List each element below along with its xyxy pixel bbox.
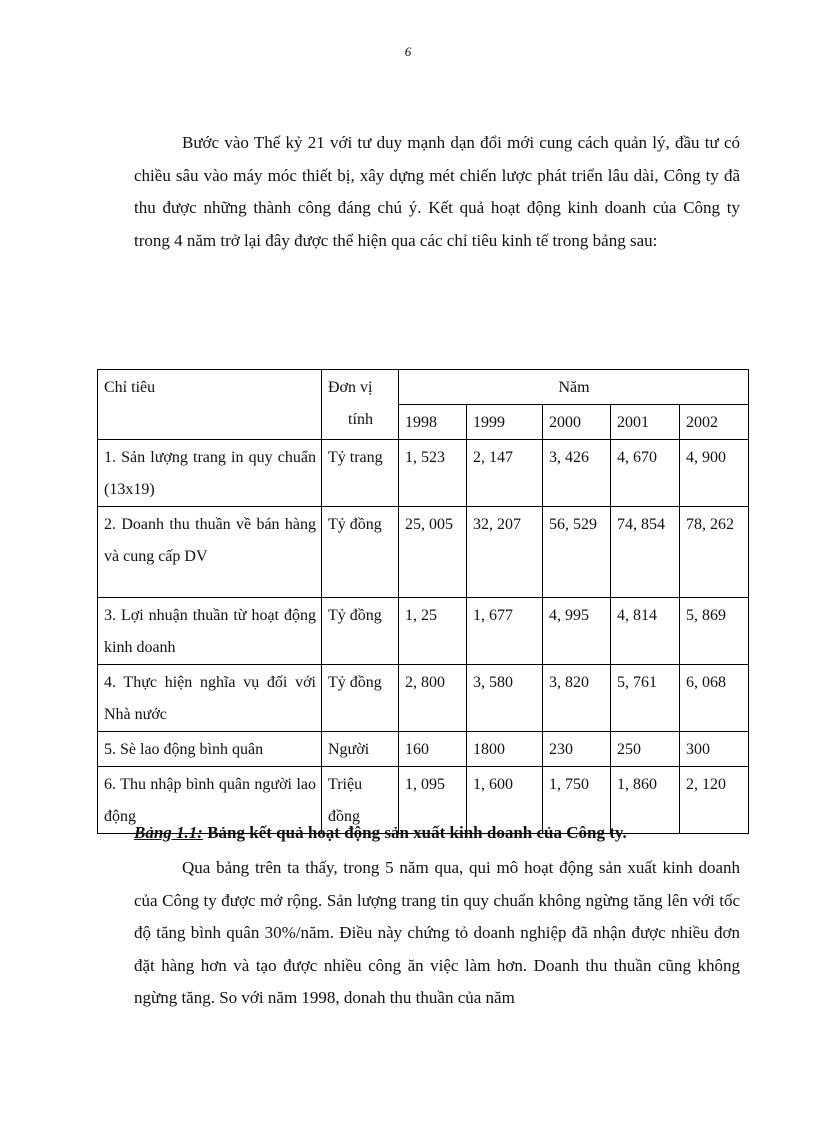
caption-text: Bảng kết quả hoạt động sản xuất kinh doanh của Công ty. [202, 823, 627, 842]
table-caption [134, 823, 627, 843]
row-value: 4, 670 [611, 440, 680, 507]
row-value: 1, 677 [467, 598, 543, 665]
row-unit: Tỷ trang [322, 440, 399, 507]
body-paragraph [134, 852, 740, 1015]
row-value: 1, 860 [611, 767, 680, 834]
row-value: 78, 262 [680, 507, 749, 598]
header-year: 2002 [680, 405, 749, 440]
row-unit: Người [322, 732, 399, 767]
caption-label: Bảng 1.1: [134, 823, 203, 842]
row-value: 1800 [467, 732, 543, 767]
header-unit-line2: tính [348, 411, 373, 428]
table-header-row [98, 370, 749, 405]
row-value: 250 [611, 732, 680, 767]
row-value: 2, 120 [680, 767, 749, 834]
row-value: 25, 005 [399, 507, 467, 598]
header-indicator: Chỉ tiêu [98, 370, 322, 440]
table-row [98, 598, 749, 665]
row-value: 5, 869 [680, 598, 749, 665]
row-value: 5, 761 [611, 665, 680, 732]
row-value: 74, 854 [611, 507, 680, 598]
table-row [98, 665, 749, 732]
row-value: 1, 25 [399, 598, 467, 665]
row-value: 230 [543, 732, 611, 767]
row-indicator: 1. Sản lượng trang in quy chuẩn (13x19) [98, 440, 322, 507]
row-indicator: 3. Lợi nhuận thuần từ hoạt động kinh doanh [98, 598, 322, 665]
header-unit [322, 370, 399, 440]
table-row [98, 732, 749, 767]
row-unit: Tỷ đồng [322, 598, 399, 665]
row-value: 56, 529 [543, 507, 611, 598]
body-text: Qua bảng trên ta thấy, trong 5 năm qua, qui mô hoạt động sản xuất kinh doanh của Công ty được mở rộng. Sản lượng trang tin quy chuẩn không ngừng tăng lên với tốc độ tăng bình quân 30%/năm. Điều này chứng tỏ doanh nghiệp đã nhận được nhiều đơn đặt hàng hơn và tạo được nhiều công ăn việc làm hơn. Doanh thu thuần cũng không ngừng tăng. So với năm 1998, donah thu thuần của năm [134, 858, 740, 1007]
row-indicator: 6. Thu nhập bình quân người lao động [98, 767, 322, 834]
row-value: 4, 995 [543, 598, 611, 665]
row-value: 4, 900 [680, 440, 749, 507]
row-value: 32, 207 [467, 507, 543, 598]
header-year: 1998 [399, 405, 467, 440]
row-value: 160 [399, 732, 467, 767]
results-table [97, 369, 749, 834]
header-year: 1999 [467, 405, 543, 440]
row-indicator: 5. Sè lao động bình quân [98, 732, 322, 767]
row-value: 3, 820 [543, 665, 611, 732]
header-year: 2000 [543, 405, 611, 440]
intro-text: Bước vào Thế kỷ 21 với tư duy mạnh dạn đổi mới cung cách quản lý, đầu tư có chiều sâu vào máy móc thiết bị, xây dựng mét chiến lược phát triển lâu dài, Công ty đã thu được những thành công đáng chú ý. Kết quả hoạt động kinh doanh của Công ty trong 4 năm trở lại đây được thể hiện qua các chỉ tiêu kinh tế trong bảng sau: [134, 133, 740, 250]
row-unit: Triệu đồng [322, 767, 399, 834]
row-value: 2, 800 [399, 665, 467, 732]
row-value: 3, 580 [467, 665, 543, 732]
row-value: 1, 523 [399, 440, 467, 507]
row-value: 1, 095 [399, 767, 467, 834]
row-value: 300 [680, 732, 749, 767]
row-value: 2, 147 [467, 440, 543, 507]
header-year: 2001 [611, 405, 680, 440]
row-indicator: 2. Doanh thu thuần về bán hàng và cung cấp DV [98, 507, 322, 598]
row-value: 1, 750 [543, 767, 611, 834]
header-year-group: Năm [399, 370, 749, 405]
row-unit: Tỷ đồng [322, 665, 399, 732]
row-value: 3, 426 [543, 440, 611, 507]
row-value: 4, 814 [611, 598, 680, 665]
table-row [98, 440, 749, 507]
header-unit-line1: Đơn vị [328, 379, 373, 396]
table-row [98, 507, 749, 598]
page-number: 6 [404, 44, 412, 59]
row-value: 1, 600 [467, 767, 543, 834]
row-indicator: 4. Thực hiện nghĩa vụ đối với Nhà nước [98, 665, 322, 732]
row-value: 6, 068 [680, 665, 749, 732]
row-unit: Tỷ đồng [322, 507, 399, 598]
intro-paragraph [134, 127, 740, 257]
